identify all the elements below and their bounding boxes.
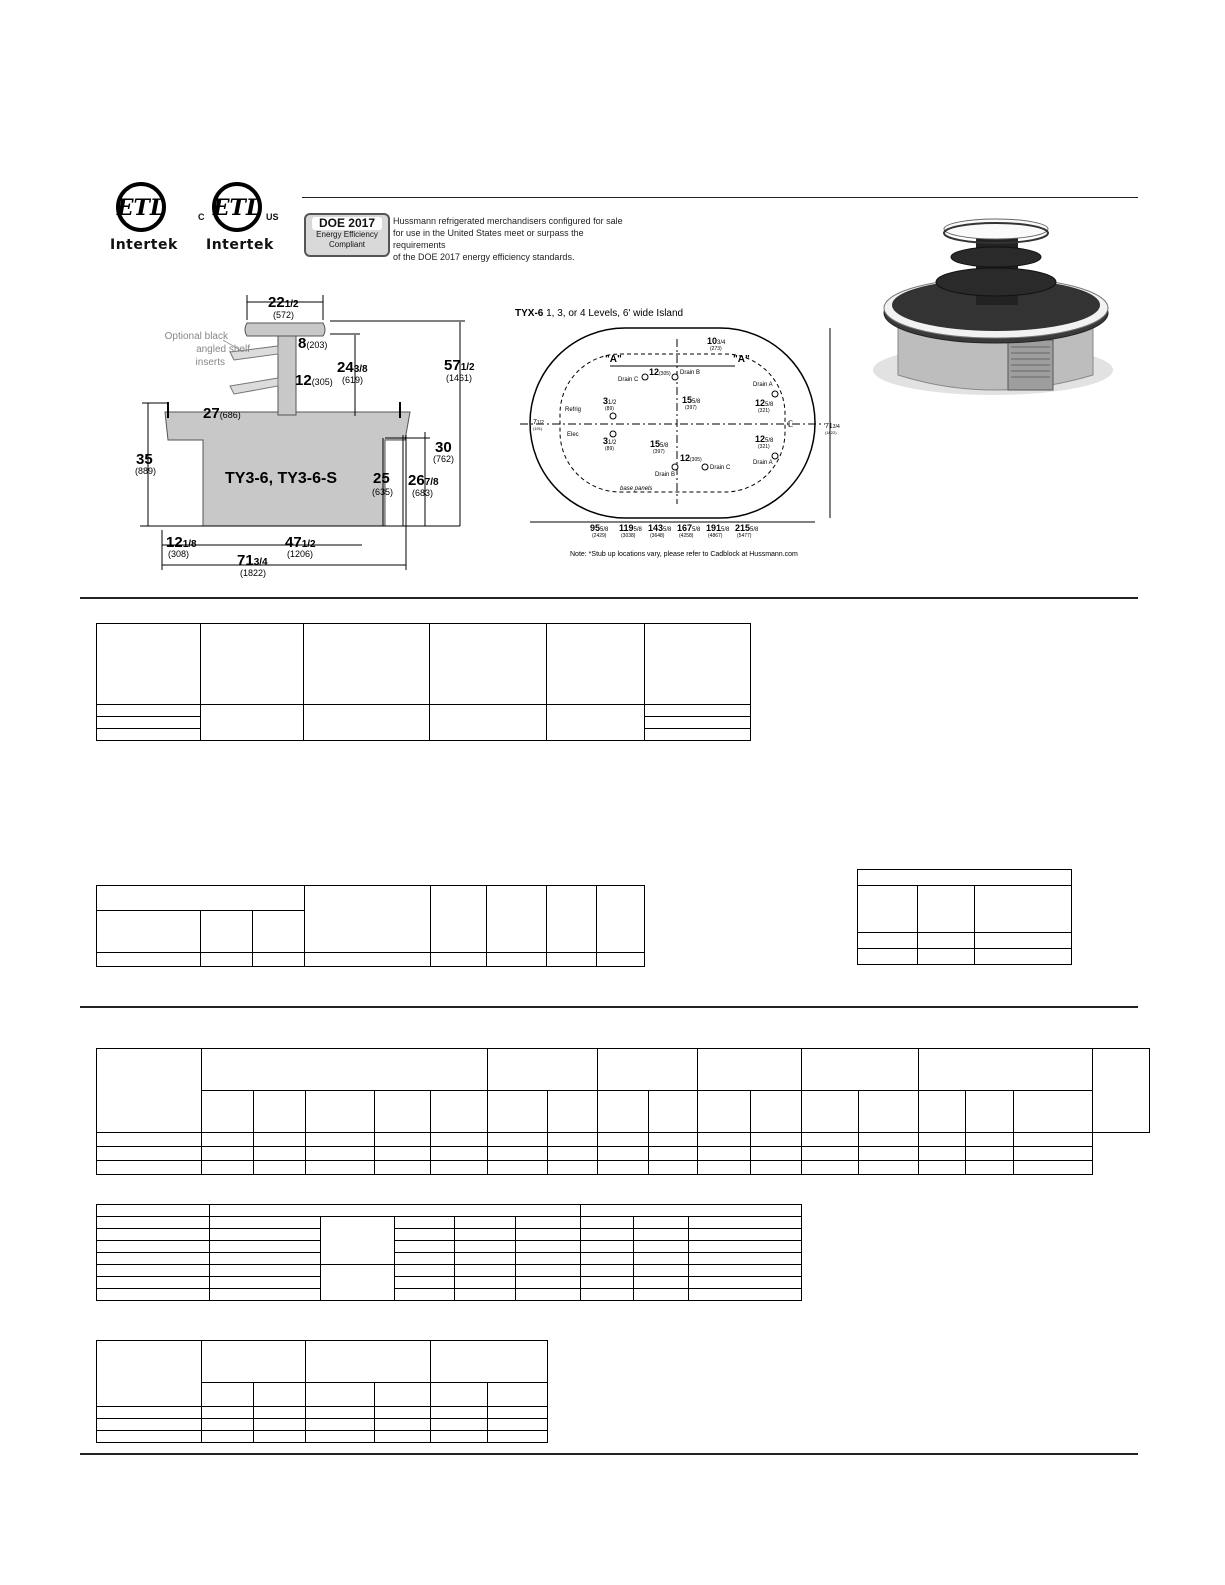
plan-dim-right-bot: 125/8 <box>755 434 774 444</box>
island-outline <box>530 328 815 518</box>
plan-elec: Elec <box>567 432 579 438</box>
plan-dim-overall-depth: 713/4 <box>825 423 840 430</box>
plan-dim-top-offset: 103/4 <box>707 336 726 346</box>
etl-listed-icon <box>204 182 270 232</box>
plan-drain-c-top: Drain C <box>618 377 639 383</box>
dim-base-width-mm: (1206) <box>287 549 314 559</box>
plan-dim-refrig: 31/2 <box>603 396 617 406</box>
plan-a-left: "A" <box>605 354 622 365</box>
length-1: 955/8 <box>590 523 609 533</box>
etl-sanitation-logo <box>108 182 174 272</box>
plan-centerline: ℂ <box>787 420 794 430</box>
dim-riser-height-mm: (619) <box>342 375 364 385</box>
dim-overhang: 121/8 <box>166 534 197 551</box>
spec-table-6 <box>96 1340 548 1443</box>
length-4-mm: (4258) <box>679 533 694 539</box>
length-5: 1915/8 <box>706 523 730 533</box>
plan-dim-center-v2: 155/8 <box>650 439 669 449</box>
spec-table-2 <box>96 885 645 967</box>
side-elevation-drawing <box>130 290 510 582</box>
dim-rail-height: 30 <box>435 439 452 456</box>
plan-dim-right-top-mm: (321) <box>758 408 770 414</box>
section-rule-3 <box>80 1453 1138 1455</box>
doe-note-line1: Hussmann refrigerated merchandisers configured for sale <box>393 216 623 226</box>
dim-overall-height: 571/2 <box>444 357 475 374</box>
plan-dim-overall-depth-mm: (1822) <box>825 430 837 435</box>
plan-dim-center-v2-mm: (397) <box>653 449 665 455</box>
plan-dim-drain-bot: 12(305) <box>680 453 702 463</box>
riser <box>278 335 296 415</box>
dim-riser-height: 243/8 <box>337 359 368 376</box>
doe-note-line3: of the DOE 2017 energy efficiency standards. <box>393 252 575 262</box>
etl-c-letter: C <box>198 212 205 222</box>
length-6-mm: (5477) <box>737 533 752 539</box>
plan-drain-b-top: Drain B <box>680 370 701 376</box>
plan-dim-left-edge-mm: (191) <box>533 426 543 431</box>
doe-badge <box>304 213 390 257</box>
plan-dim-elec: 31/2 <box>603 436 617 446</box>
spec-table-5 <box>96 1204 802 1301</box>
plan-view-drawing <box>515 304 850 566</box>
etl-right-intertek-label: Intertek <box>206 237 274 253</box>
dim-overall-height-mm: (1461) <box>446 373 473 383</box>
dim-shelf-depth: 12(305) <box>295 372 333 389</box>
dim-base-height: 25 <box>373 470 390 487</box>
plan-drain-a-bot: Drain A <box>753 460 773 466</box>
doe-note-line2: for use in the United States meet or surpass the requirements <box>393 228 584 250</box>
plan-dim-top-offset-mm: (273) <box>710 346 722 352</box>
top-shelf <box>245 323 325 336</box>
section-rule-2 <box>80 1006 1138 1008</box>
doe-note <box>393 215 633 263</box>
dim-deck-height-mm: (889) <box>135 466 157 476</box>
dim-top-width: 221/2 <box>268 294 299 311</box>
dim-overall-width-mm: (1822) <box>240 568 267 578</box>
spec-table-3 <box>857 869 1072 965</box>
dim-deck-width: 27(686) <box>203 405 241 422</box>
dim-deck-height: 35 <box>136 451 153 468</box>
model-label: TY3-6, TY3-6-S <box>225 470 338 487</box>
plan-base-panels: base panels <box>620 486 653 492</box>
svg-text:ETL: ETL <box>212 195 262 221</box>
dim-overhang-mm: (308) <box>168 549 190 559</box>
etl-listed-logo <box>204 182 270 272</box>
plan-dim-center-v-mm: (397) <box>685 405 697 411</box>
section-rule-1 <box>80 597 1138 599</box>
dim-overall-width: 713/4 <box>237 552 268 569</box>
plan-dim-drain-top: 12(305) <box>649 367 671 377</box>
doe-badge-line2: Energy Efficiency <box>316 230 378 239</box>
plan-title: TYX-6 1, 3, or 4 Levels, 6' wide Island <box>515 308 684 319</box>
optional-note-3: inserts <box>195 357 225 368</box>
spec-table-4 <box>96 1048 1150 1175</box>
doe-badge-title: DOE 2017 <box>312 217 382 230</box>
dim-bumper-height: 267/8 <box>408 472 439 489</box>
length-5-mm: (4867) <box>708 533 723 539</box>
plan-drain-b-bot: Drain B <box>655 472 676 478</box>
etl-sanitation-icon <box>108 182 174 232</box>
plan-dim-right-top: 125/8 <box>755 398 774 408</box>
dim-shelf-gap: 8(203) <box>298 335 328 352</box>
header-rule <box>302 197 1138 198</box>
svg-text:ETL: ETL <box>116 195 166 221</box>
spec-table-1 <box>96 623 751 741</box>
dim-top-width-mm: (572) <box>273 310 295 320</box>
plan-dim-elec-mm: (89) <box>605 446 614 452</box>
plan-dim-right-bot-mm: (321) <box>758 444 770 450</box>
length-1-mm: (2429) <box>592 533 607 539</box>
etl-us-letter: US <box>266 212 279 222</box>
length-2-mm: (3038) <box>621 533 636 539</box>
length-3: 1435/8 <box>648 523 672 533</box>
length-options <box>590 523 759 539</box>
dim-base-height-mm: (635) <box>372 487 394 497</box>
etl-left-intertek-label: Intertek <box>110 237 178 253</box>
optional-note-2: angled shelf <box>196 344 250 355</box>
plan-note: Note: *Stub up locations vary, please refer to Cadblock at Hussmann.com <box>570 551 798 558</box>
plan-dim-center-v: 155/8 <box>682 395 701 405</box>
plan-drain-c-bot: Drain C <box>710 465 731 471</box>
length-3-mm: (3648) <box>650 533 665 539</box>
cabinet-shape <box>165 412 410 526</box>
product-photo <box>868 205 1126 405</box>
plan-dim-left-edge: 71/2 <box>533 419 544 426</box>
plan-refrig: Refrig <box>565 407 582 413</box>
plan-dim-refrig-mm: (89) <box>605 406 614 412</box>
dim-base-width: 471/2 <box>285 534 316 551</box>
dim-rail-height-mm: (762) <box>433 454 455 464</box>
length-6: 2155/8 <box>735 523 759 533</box>
plan-a-right: "A" <box>733 354 750 365</box>
optional-note-1: Optional black <box>164 331 228 342</box>
doe-badge-line3: Compliant <box>328 240 365 249</box>
length-4: 1675/8 <box>677 523 701 533</box>
plan-drain-a-top: Drain A <box>753 382 773 388</box>
dim-bumper-height-mm: (683) <box>412 488 434 498</box>
length-2: 1195/8 <box>619 523 642 533</box>
